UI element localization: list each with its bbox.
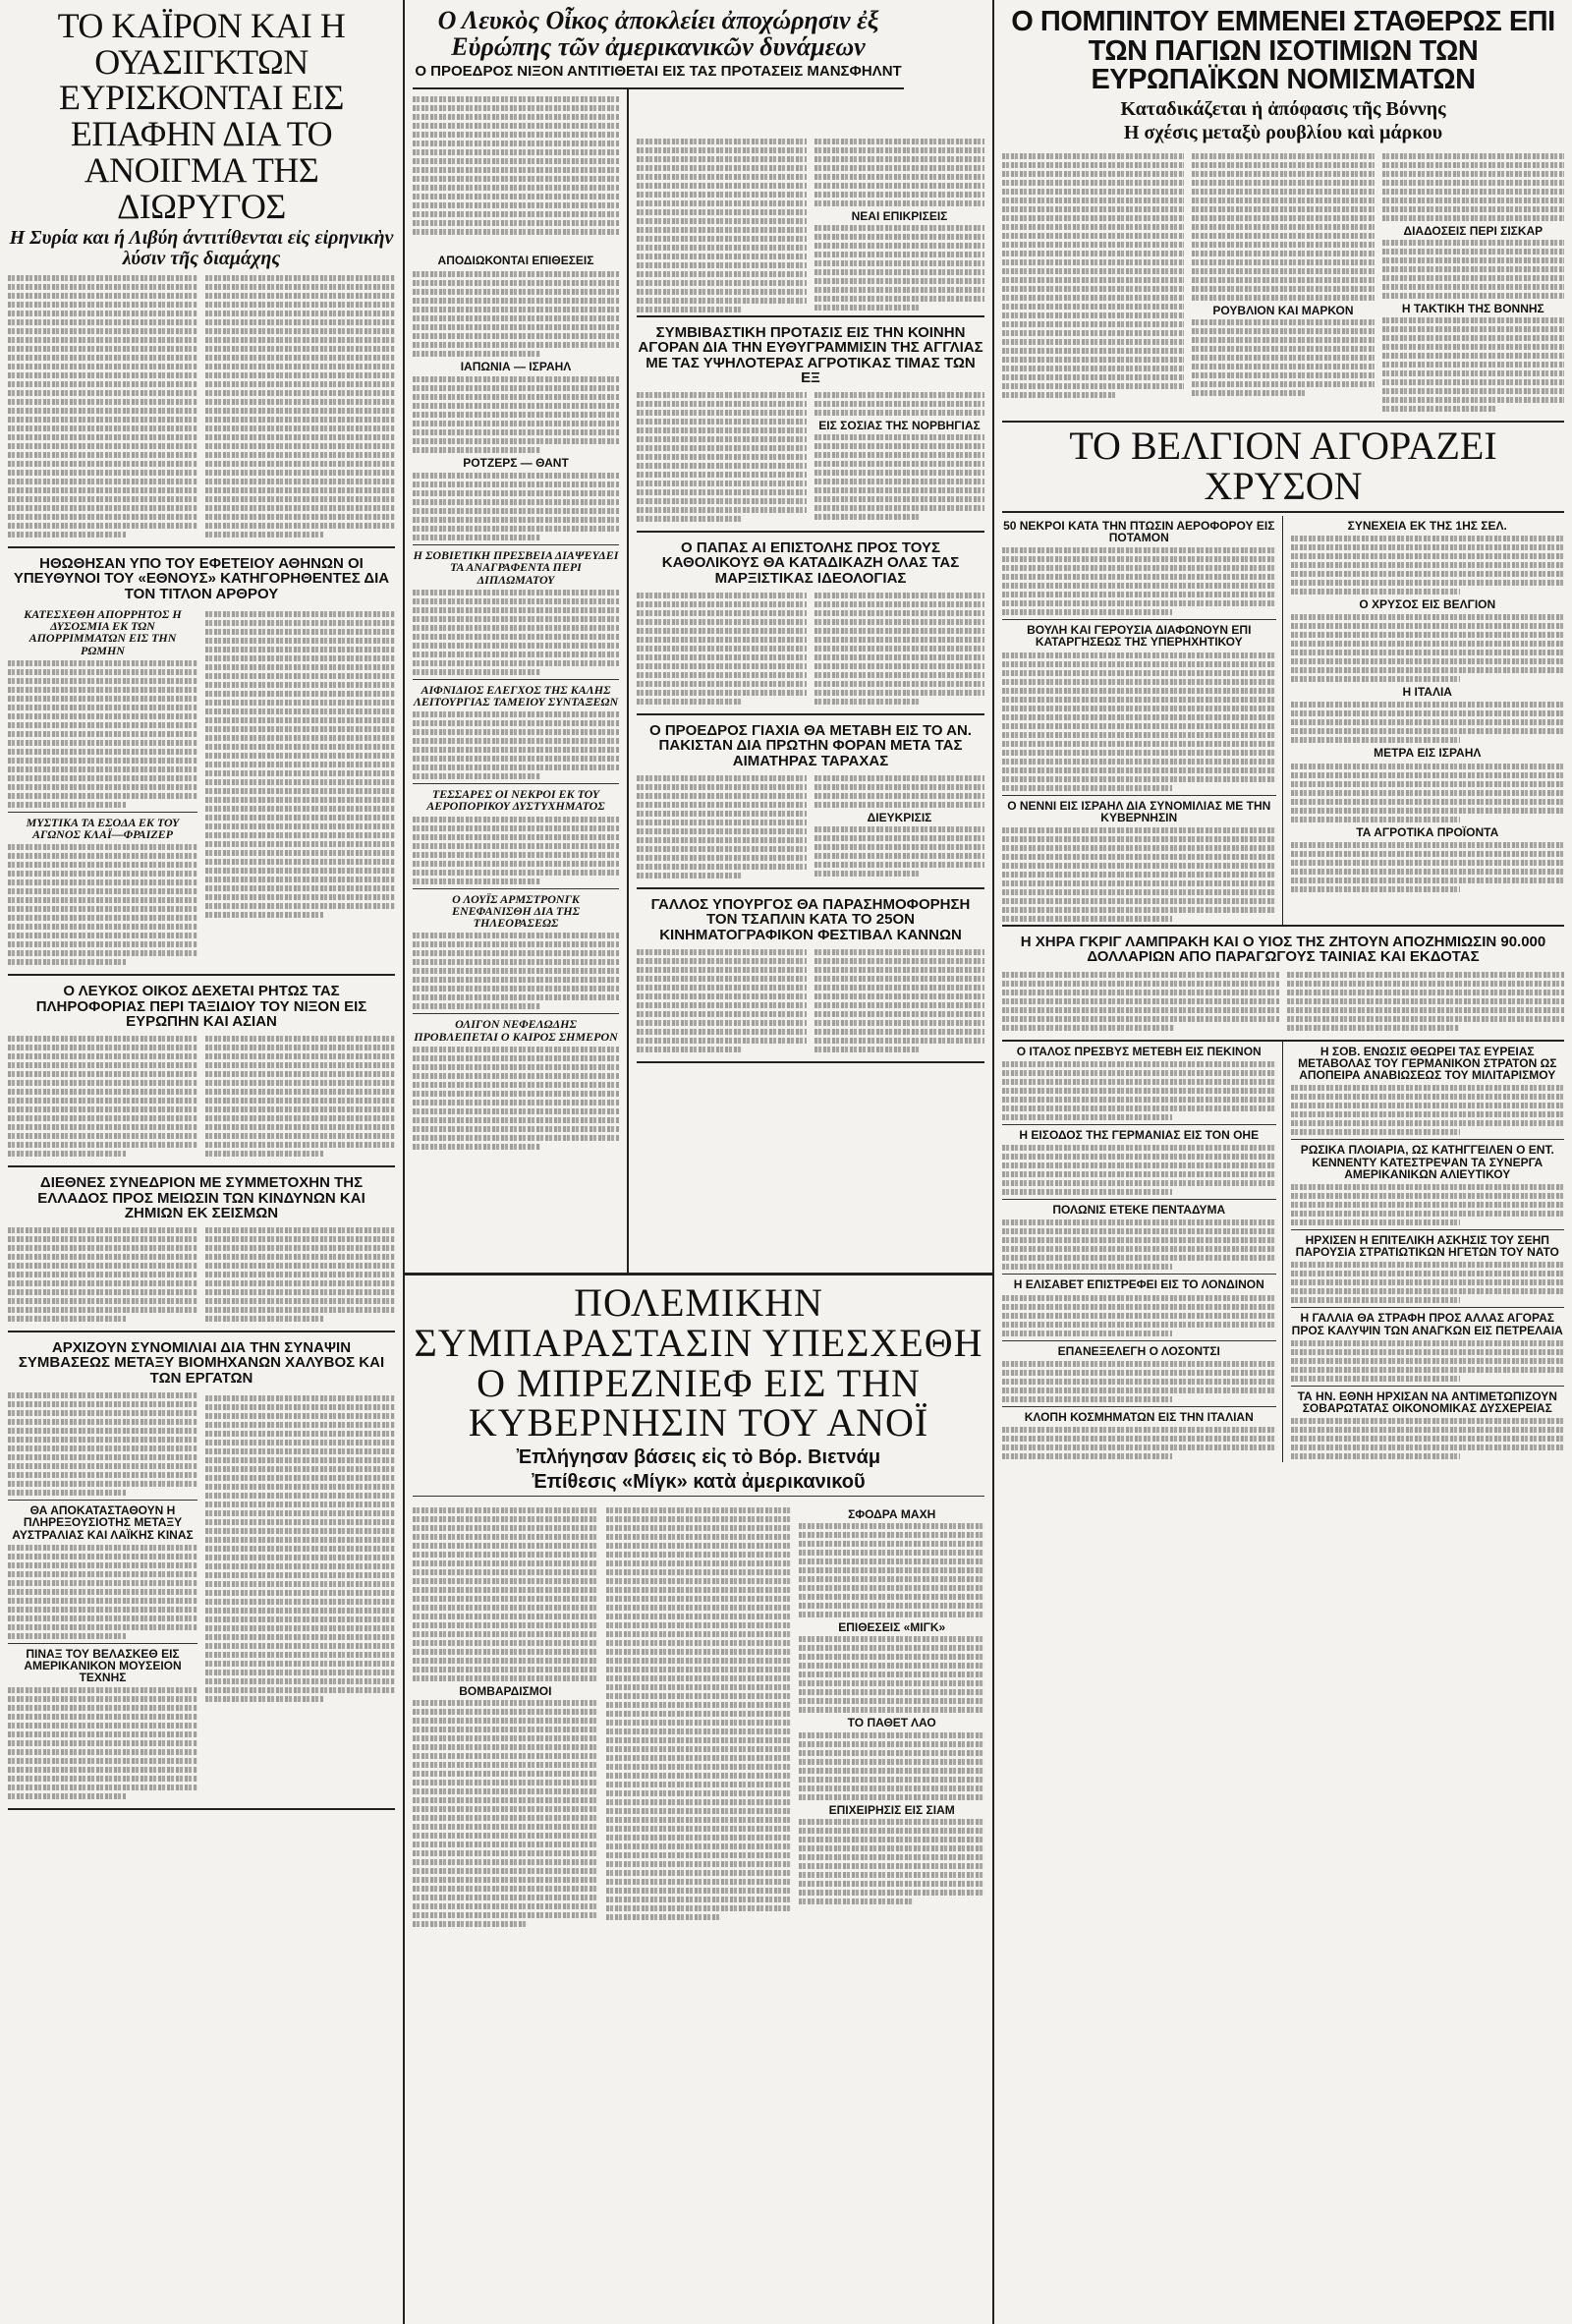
article-pope	[637, 533, 984, 715]
article-yahya	[637, 715, 984, 889]
subhead-italy: Η ΙΤΑΛΙΑ	[1402, 685, 1452, 700]
headline-plane-river: 50 ΝΕΚΡΟΙ ΚΑΤΑ ΤΗΝ ΠΤΩΣΙΝ ΑΕΡΟΦΟΡΟΥ ΕΙΣ ΠΟΤΑΜΟΝ	[1003, 518, 1275, 544]
subhead-japan-israel: ΙΑΠΩΝΙΑ — ΙΣΡΑΗΛ	[460, 359, 572, 373]
headline-supersonic: ΒΟΥΛΗ ΚΑΙ ΓΕΡΟΥΣΙΑ ΔΙΑΦΩΝΟΥΝ ΕΠΙ ΚΑΤΑΡΓΗΣΕΩΣ ΤΗΣ ΥΠΕΡΗΧΗΤΙΚΟΥ	[1027, 623, 1252, 650]
headline-nixon-trip: Ο ΛΕΥΚΟΣ ΟΙΚΟΣ ΔΕΧΕΤΑΙ ΡΗΤΩΣ ΤΑΣ ΠΛΗΡΟΦΟΡΙΑΣ ΠΕΡΙ ΤΑΞΙΔΙΟΥ ΤΟΥ ΝΙΞΟΝ ΕΙΣ ΕΥΡΩΠΗΝ ΚΑΙ ΑΣΙΑΝ	[35, 983, 367, 1030]
subhead-siam: ΕΠΙΧΕΙΡΗΣΙΣ ΕΙΣ ΣΙΑΜ	[828, 1802, 955, 1817]
subhead-mig-attack: Ἐπίθεσις «Μίγκ» κατὰ ἀμερικανικοῦ	[532, 1470, 866, 1493]
subhead-fierce-battle: ΣΦΟΔΡΑ ΜΑΧΗ	[848, 1506, 936, 1521]
subhead-norway: ΕΙΣ ΣΟΣΙΑΣ ΤΗΣ ΝΟΡΒΗΓΙΑΣ	[818, 419, 981, 433]
headline-common-market: ΣΥΜΒΙΒΑΣΤΙΚΗ ΠΡΟΤΑΣΙΣ ΕΙΣ ΤΗΝ ΚΟΙΝΗΝ ΑΓΟΡΑΝ ΔΙΑ ΤΗΝ ΕΥΘΥΓΡΑΜΜΙΣΙΝ ΤΗΣ ΑΓΓΛΙΑΣ ΜΕ ΤΑΣ ΥΨΗΛΟΤΕΡΑΣ ΑΓΡΟΤΙΚΑΣ ΤΙΜΑΣ ΤΩΝ ΕΞ	[638, 324, 983, 386]
headline-lambrakis: Η ΧΗΡΑ ΓΚΡΙΓ ΛΑΜΠΡΑΚΗ ΚΑΙ Ο ΥΙΟΣ ΤΗΣ ΖΗΤΟΥΝ ΑΠΟΖΗΜΙΩΣΙΝ 90.000 ΔΟΛΛΑΡΙΩΝ ΑΠΟ ΠΑΡΑΓΩΓΟΥΣ ΤΑΙΝΙΑΣ ΚΑΙ ΕΚΔΟΤΑΣ	[1020, 933, 1546, 966]
headline-pension-fund: ΑΙΦΝΙΔΙΟΣ ΕΛΕΓΧΟΣ ΤΗΣ ΚΑΛΗΣ ΛΕΙΤΟΥΡΓΙΑΣ ΤΑΜΕΙΟΥ ΣΥΝΤΑΞΕΩΝ	[413, 682, 619, 709]
article-white-house	[413, 0, 904, 89]
subhead-bonn: Καταδικάζεται ἡ ἀπόφασις τῆς Βόννης	[1120, 97, 1446, 120]
subhead-giscard: ΔΙΑΔΟΣΕΙΣ ΠΕΡΙ ΣΙΣΚΑΡ	[1403, 223, 1544, 238]
headline-france-oil: Η ΓΑΛΛΙΑ ΘΑ ΣΤΡΑΦΗ ΠΡΟΣ ΑΛΛΑΣ ΑΓΟΡΑΣ ΠΡΟΣ ΚΑΛΥΨΙΝ ΤΩΝ ΑΝΑΓΚΩΝ ΕΙΣ ΠΕΤΡΕΛΑΙΑ	[1291, 1311, 1563, 1337]
label-continued: ΣΥΝΕΧΕΙΑ ΕΚ ΤΗΣ 1ΗΣ ΣΕΛ.	[1347, 518, 1507, 533]
headline-ethnos: ΗΘΩΘΗΣΑΝ ΥΠΟ ΤΟΥ ΕΦΕΤΕΙΟΥ ΑΘΗΝΩΝ ΟΙ ΥΠΕΥΘΥΝΟΙ ΤΟΥ «ΕΘΝΟΥΣ» ΚΑΤΗΓΟΡΗΘΕΝΤΕΣ ΔΙΑ ΤΟΝ ΤΙΤΛΟΝ ΑΡΘΡΟΥ	[13, 555, 390, 602]
subhead-rome-smell: ΚΑΤΕΣΧΕΘΗ ΑΠΟΡΡΗΤΟΣ Η ΔΥΣΟΣΜΙΑ ΕΚ ΤΩΝ ΑΠΟΡΡΙΜΜΑΤΩΝ ΕΙΣ ΤΗΝ ΡΩΜΗΝ	[24, 606, 182, 657]
headline-jewel-theft: ΚΛΟΠΗ ΚΟΣΜΗΜΑΤΩΝ ΕΙΣ ΤΗΝ ΙΤΑΛΙΑΝ	[1024, 1409, 1254, 1424]
headline-air-crash-dead: ΤΕΣΣΑΡΕΣ ΟΙ ΝΕΚΡΟΙ ΕΚ ΤΟΥ ΑΕΡΟΠΟΡΙΚΟΥ ΔΥΣΤΥΧΗΜΑΤΟΣ	[426, 787, 605, 814]
article-common-market	[637, 315, 984, 533]
article-nixon-trip	[8, 976, 395, 1167]
headline-italian-ambassador: Ο ΙΤΑΛΟΣ ΠΡΕΣΒΥΣ ΜΕΤΕΒΗ ΕΙΣ ΠΕΚΙΝΟΝ	[1016, 1044, 1262, 1058]
subhead-rogers-thant: ΡΟΤΖΕΡΣ — ΘΑΝΤ	[463, 455, 569, 470]
subhead-new-criticism: ΝΕΑΙ ΕΠΙΚΡΙΣΕΙΣ	[851, 209, 948, 223]
headline-losonczi: ΕΠΑΝΕΞΕΛΕΓΗ Ο ΛΟΣΟΝΤΣΙ	[1057, 1343, 1220, 1358]
subhead-bonn-tactic: Η ΤΑΚΤΙΚΗ ΤΗΣ ΒΟΝΝΗΣ	[1401, 301, 1544, 315]
headline-russian-boats: ΡΩΣΙΚΑ ΠΛΟΙΑΡΙΑ, ΩΣ ΚΑΤΗΓΓΕΙΛΕΝ Ο ΕΝΤ. ΚΕΝΝΕΝΤΥ ΚΑΤΕΣΤΡΕΨΑΝ ΤΑ ΣΥΝΕΡΓΑ ΑΜΕΡΙΚΑΝΙΚΩΝ ΑΛΙΕΥΤΙΚΟΥ	[1300, 1143, 1554, 1181]
article-pompidou	[1002, 0, 1564, 423]
article-cairo-washington	[8, 0, 395, 548]
headline-weather: ΟΛΙΓΟΝ ΝΕΦΕΛΩΔΗΣ ΠΡΟΒΛΕΠΕΤΑΙ Ο ΚΑΙΡΟΣ ΣΗΜΕΡΟΝ	[414, 1017, 618, 1044]
headline-nato-exercise: ΗΡΧΙΣΕΝ Η ΕΠΙΤΕΛΙΚΗ ΑΣΚΗΣΙΣ ΤΟΥ ΣΕΗΠ ΠΑΡΟΥΣΙΑ ΣΤΡΑΤΙΩΤΙΚΩΝ ΗΓΕΤΩΝ ΤΟΥ ΝΑΤΟ	[1295, 1232, 1559, 1260]
subhead-clarification: ΔΙΕΥΚΡΙΣΙΣ	[867, 810, 932, 824]
subhead-agri-products: ΤΑ ΑΓΡΟΤΙΚΑ ΠΡΟΪΟΝΤΑ	[1356, 824, 1499, 839]
headline-pompidou: Ο ΠΟΜΠΙΝΤΟΥ ΕΜΜΕΝΕΙ ΣΤΑΘΕΡΩΣ ΕΠΙ ΤΩΝ ΠΑΓΙΩΝ ΙΣΟΤΙΜΙΩΝ ΤΩΝ ΕΥΡΩΠΑΪΚΩΝ ΝΟΜΙΣΜΑΤΩΝ	[1011, 6, 1555, 96]
headline-germany-un: Η ΕΙΣΟΔΟΣ ΤΗΣ ΓΕΡΜΑΝΙΑΣ ΕΙΣ ΤΟΝ ΟΗΕ	[1019, 1127, 1260, 1142]
headline-chaplin: ΓΑΛΛΟΣ ΥΠΟΥΡΓΟΣ ΘΑ ΠΑΡΑΣΗΜΟΦΟΡΗΣΗ ΤΟΝ ΤΣΑΠΛΙΝ ΚΑΤΑ ΤΟ 25ΟΝ ΚΙΝΗΜΑΤΟΓΡΑΦΙΚΟΝ ΦΕΣΤΙΒΑΛ ΚΑΝΝΩΝ	[650, 895, 971, 943]
headline-soviet-militarism: Η ΣΟΒ. ΕΝΩΣΙΣ ΘΕΩΡΕΙ ΤΑΣ ΕΥΡΕΙΑΣ ΜΕΤΑΒΟΛΑΣ ΤΟΥ ΓΕΡΜΑΝΙΚΟΝ ΣΤΡΑΤΟΝ ΩΣ ΑΠΟΠΕΙΡΑ ΑΝΑΒΙΩΣΕΩΣ ΤΟΥ ΜΙΛΙΤΑΡΙΣΜΟΥ	[1298, 1044, 1557, 1083]
subhead-nixon-mansfield: Ο ΠΡΟΕΔΡΟΣ ΝΙΞΟΝ ΑΝΤΙΤΙΘΕΤΑΙ ΕΙΣ ΤΑΣ ΠΡΟΤΑΣΕΙΣ ΜΑΝΣΦΗΛΝΤ	[415, 63, 902, 81]
subhead-clay-frazier: ΜΥΣΤΙΚΑ ΤΑ ΕΣΟΔΑ ΕΚ ΤΟΥ ΑΓΩΝΟΣ ΚΛΑΪ—ΦΡΑΙΖΕΡ	[26, 815, 180, 842]
headline-pope: Ο ΠΑΠΑΣ ΑΙ ΕΠΙΣΤΟΛΗΣ ΠΡΟΣ ΤΟΥΣ ΚΑΘΟΛΙΚΟΥΣ ΘΑ ΚΑΤΑΔΙΚΑΖΗ ΟΛΑΣ ΤΑΣ ΜΑΡΞΙΣΤΙΚΑΣ ΙΔΕΟΛΟΓΙΑΣ	[661, 539, 960, 587]
headline-cairo-washington: ΤΟ ΚΑΪΡΟΝ ΚΑΙ Η ΟΥΑΣΙΓΚΤΩΝ ΕΥΡΙΣΚΟΝΤΑΙ ΕΙΣ ΕΠΑΦΗΝ ΔΙΑ ΤΟ ΑΝΟΙΓΜΑ ΤΗΣ ΔΙΩΡΥΓΟΣ	[57, 6, 346, 226]
article-chaplin	[637, 889, 984, 1063]
article-earthquake-congress	[8, 1167, 395, 1332]
column-4	[994, 0, 1572, 2324]
subhead-australia-china: ΘΑ ΑΠΟΚΑΤΑΣΤΑΘΟΥΝ Η ΠΛΗΡΕΞΟΥΣΙΟΤΗΣ ΜΕΤΑΞΥ ΑΥΣΤΡΑΛΙΑΣ ΚΑΙ ΛΑΪΚΗΣ ΚΙΝΑΣ	[12, 1503, 194, 1542]
headline-earthquake-congress: ΔΙΕΘΝΕΣ ΣΥΝΕΔΡΙΟΝ ΜΕ ΣΥΜΜΕΤΟΧΗΝ ΤΗΣ ΕΛΛΑΔΟΣ ΠΡΟΣ ΜΕΙΩΣΙΝ ΤΩΝ ΚΙΝΔΥΝΩΝ ΚΑΙ ΖΗΜΙΩΝ ΕΚ ΣΕΙΣΜΩΝ	[37, 1174, 365, 1221]
article-body	[8, 272, 395, 540]
headline-yahya: Ο ΠΡΟΕΔΡΟΣ ΓΙΑΧΙΑ ΘΑ ΜΕΤΑΒΗ ΕΙΣ ΤΟ ΑΝ. ΠΑΚΙΣΤΑΝ ΔΙΑ ΠΡΩΤΗΝ ΦΟΡΑΝ ΜΕΤΑ ΤΑΣ ΑΙΜΑΤΗΡΑΣ ΤΑΡΑΧΑΣ	[649, 722, 972, 769]
subhead-syria-libya: Η Συρία και ή Λιβύη άντιτίθενται εἰς εἰρηνικὴν λύσιν τῆς διαμάχης	[9, 227, 394, 269]
headline-elizabeth: Η ΕΛΙΣΑΒΕΤ ΕΠΙΣΤΡΕΦΕΙ ΕΙΣ ΤΟ ΛΟΝΔΙΝΟΝ	[1013, 1277, 1264, 1292]
subhead-pathet-lao: ΤΟ ΠΑΘΕΤ ΛΑΟ	[847, 1716, 936, 1730]
subhead-gold-belgium: Ο ΧΡΥΣΟΣ ΕΙΣ ΒΕΛΓΙΟΝ	[1359, 596, 1496, 611]
headline-steel-talks: ΑΡΧΙΖΟΥΝ ΣΥΝΟΜΙΛΙΑΙ ΔΙΑ ΤΗΝ ΣΥΝΑΨΙΝ ΣΥΜΒΑΣΕΩΣ ΜΕΤΑΞΥ ΒΙΟΜΗΧΑΝΩΝ ΧΑΛΥΒΟΣ ΚΑΙ ΤΩΝ ΕΡΓΑΤΩΝ	[18, 1339, 385, 1387]
subhead-north-vietnam: Ἐπλήγησαν βάσεις εἰς τὸ Βόρ. Βιετνάμ	[516, 1446, 881, 1469]
subhead-israel-measures: ΜΕΤΡΑ ΕΙΣ ΙΣΡΑΗΛ	[1374, 746, 1482, 761]
headline-quintuplets: ΠΟΛΩΝΙΣ ΕΤΕΚΕ ΠΕΝΤΑΔΥΜΑ	[1052, 1203, 1226, 1218]
subhead-attacks-repelled: ΑΠΟΔΙΩΚΟΝΤΑΙ ΕΠΙΘΕΣΕΙΣ	[437, 254, 594, 268]
article-lambrakis	[1002, 925, 1564, 1042]
article-steel-talks	[8, 1332, 395, 1810]
subhead-velazquez: ΠΙΝΑΞ ΤΟΥ ΒΕΛΑΣΚΕΘ ΕΙΣ ΑΜΕΡΙΚΑΝΙΚΟΝ ΜΟΥΣΕΙΟΝ ΤΕΧΝΗΣ	[24, 1646, 182, 1685]
subhead-ruble-and-mark: ΡΟΥΒΛΙΟΝ ΚΑΙ ΜΑΡΚΟΝ	[1212, 303, 1354, 317]
headline-armstrong: Ο ΛΟΥΪΣ ΑΡΜΣΤΡΟΝΓΚ ΕΝΕΦΑΝΙΣΘΗ ΔΙΑ ΤΗΣ ΤΗΛΕΟΡΑΣΕΩΣ	[451, 891, 581, 931]
headline-soviet-embassy: Η ΣΟΒΙΕΤΙΚΗ ΠΡΕΣΒΕΙΑ ΔΙΑΨΕΥΔΕΙ ΤΑ ΑΝΑΓΡΑΦΕΝΤΑ ΠΕΡΙ ΔΙΠΛΩΜΑΤΟΥ	[413, 548, 619, 587]
subhead-mig-attacks: ΕΠΙΘΕΣΕΙΣ «ΜΙΓΚ»	[838, 1620, 946, 1635]
article-brezhnev	[405, 1273, 994, 2324]
headline-nenni-israel: Ο ΝΕΝΝΙ ΕΙΣ ΙΣΡΑΗΛ ΔΙΑ ΣΥΝΟΜΙΛΙΑΣ ΜΕ ΤΗΝ ΚΥΒΕΡΝΗΣΙΝ	[1007, 798, 1271, 824]
headline-white-house: Ο Λευκὸς Οἶκος ἀποκλείει ἀποχώρησιν ἐξ Εὐρώπης τῶν ἀμερικανικῶν δυνάμεων	[437, 6, 879, 61]
headline-belgium-gold: ΤΟ ΒΕΛΓΙΟΝ ΑΓΟΡΑΖΕΙ ΧΡΥΣΟΝ	[1002, 426, 1564, 513]
article-ethnos	[8, 548, 395, 976]
column-1	[0, 0, 405, 2324]
headline-un-finance: ΤΑ ΗΝ. ΕΘΝΗ ΗΡΧΙΣΑΝ ΝΑ ΑΝΤΙΜΕΤΩΠΙΖΟΥΝ ΣΟΒΑΡΩΤΑΤΑΣ ΟΙΚΟΝΟΜΙΚΑΣ ΔΥΣΧΕΡΕΙΑΣ	[1297, 1389, 1557, 1416]
headline-brezhnev: ΠΟΛΕΜΙΚΗΝ ΣΥΜΠΑΡΑΣΤΑΣΙΝ ΥΠΕΣΧΕΘΗ Ο ΜΠΡΕΖΝΙΕΦ ΕΙΣ ΤΗΝ ΚΥΒΕΡΝΗΣΙΝ ΤΟΥ ΑΝΟΪ	[414, 1280, 983, 1445]
subhead-bombings: ΒΟΜΒΑΡΔΙΣΜΟΙ	[459, 1683, 552, 1698]
subhead-ruble-mark: Η σχέσις μεταξὺ ρουβλίου καὶ μάρκου	[1123, 122, 1443, 144]
